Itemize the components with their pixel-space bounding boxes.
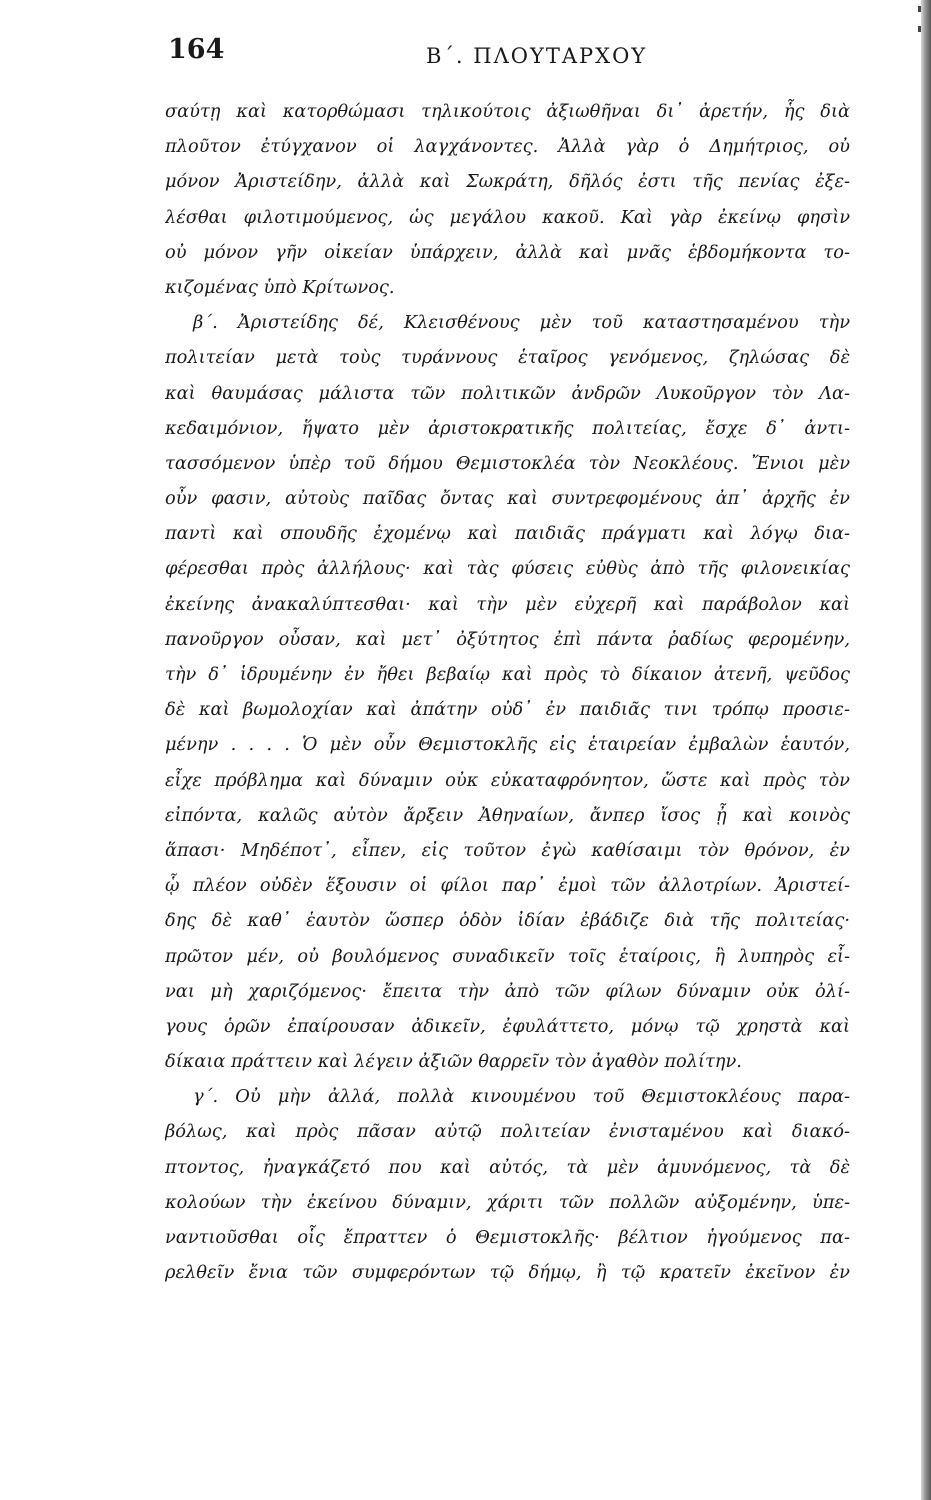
page-number: 164	[168, 34, 225, 65]
text-line: τασσόμενον ὑπὲρ τοῦ δήμου Θεμιστοκλέα τὸν Νεοκλέους. Ἔνιοι μὲν	[165, 452, 850, 474]
text-line: ναι μὴ χαριζόμενος· ἔπειτα τὴν ἀπὸ τῶν φίλων δύναμιν οὐκ ὀλί-	[165, 980, 850, 1002]
text-line: δης δὲ καθ᾽ ἑαυτὸν ὥσπερ ὁδὸν ἰδίαν ἐβάδιζε διὰ τῆς πολιτείας·	[165, 910, 850, 932]
text-line: πανοῦργον οὖσαν, καὶ μετ᾽ ὀξύτητος ἐπὶ πάντα ῥαδίως φερομένην,	[165, 628, 850, 650]
text-line: λέσθαι φιλοτιμούμενος, ὡς μεγάλου κακοῦ. Καὶ γὰρ ἐκείνῳ φησὶν	[165, 206, 850, 228]
text-line: ᾧ πλέον οὐδὲν ἕξουσιν οἱ φίλοι παρ᾽ ἐμοὶ τῶν ἀλλοτρίων. Ἀριστεί-	[165, 875, 850, 897]
text-line: οὖν φασιν, αὐτοὺς παῖδας ὄντας καὶ συντρεφομένους ἀπ᾽ ἀρχῆς ἐν	[165, 488, 850, 510]
text-line: ἅπασι· Μηδέποτ᾽, εἶπεν, εἰς τοῦτον ἐγὼ καθίσαιμι τὸν θρόνον, ἐν	[165, 839, 850, 861]
text-line: δὲ καὶ βωμολοχίαν καὶ ἀπάτην οὐδ᾽ ἐν παιδιᾶς τινι τρόπῳ προσιε-	[165, 699, 850, 721]
text-line: μένην . . . . Ὁ μὲν οὖν Θεμιστοκλῆς εἰς ἑταιρείαν ἐμβαλὼν ἑαυτόν,	[165, 734, 850, 756]
text-line: βόλως, καὶ πρὸς πᾶσαν αὐτῷ πολιτείαν ἐνισταμένου καὶ διακό-	[165, 1121, 850, 1143]
text-line: ναντιοῦσθαι οἷς ἔπραττεν ὁ Θεμιστοκλῆς· βέλτιον ἡγούμενος πα-	[165, 1227, 850, 1248]
text-line: γ΄. Οὐ μὴν ἀλλά, πολλὰ κινουμένου τοῦ Θεμιστοκλέους παρα-	[193, 1086, 850, 1108]
text-line: κιζομένας ὑπὸ Κρίτωνος.	[165, 276, 395, 298]
page-header	[0, 30, 931, 80]
running-head: Β΄. ΠΛΟΥΤΑΡΧΟΥ	[426, 44, 648, 68]
text-line: μόνον Ἀριστείδην, ἀλλὰ καὶ Σωκράτη, δῆλός ἐστι τῆς πενίας ἐξε-	[165, 171, 850, 193]
text-line: πρῶτον μέν, οὐ βουλόμενος συναδικεῖν τοῖς ἑταίροις, ἢ λυπηρὸς εἶ-	[165, 945, 850, 967]
text-line: β΄. Ἀριστείδης δέ, Κλεισθένους μὲν τοῦ καταστησαμένου τὴν	[193, 312, 850, 334]
text-line: πτοντος, ἠναγκάζετό που καὶ αὐτός, τὰ μὲν ἀμυνόμενος, τὰ δὲ	[165, 1156, 850, 1178]
text-line: ρελθεῖν ἔνια τῶν συμφερόντων τῷ δήμῳ, ἢ τῷ κρατεῖν ἐκεῖνον ἐν	[165, 1262, 850, 1284]
text-line: καὶ θαυμάσας μάλιστα τῶν πολιτικῶν ἀνδρῶν Λυκοῦργον τὸν Λα-	[165, 382, 850, 404]
text-line: κολούων τὴν ἐκείνου δύναμιν, χάριτι τῶν πολλῶν αὐξομένην, ὑπε-	[165, 1191, 850, 1213]
text-line: δίκαια πράττειν καὶ λέγειν ἀξιῶν θαρρεῖν τὸν ἀγαθὸν πολίτην.	[165, 1051, 742, 1073]
text-line: πολιτείαν μετὰ τοὺς τυράννους ἑταῖρος γενόμενος, ζηλώσας δὲ	[165, 347, 850, 369]
text-line: εἰπόντα, καλῶς αὐτὸν ἄρξειν Ἀθηναίων, ἄνπερ ἴσος ᾖ καὶ κοινὸς	[165, 804, 850, 826]
text-line: κεδαιμόνιον, ἥψατο μὲν ἀριστοκρατικῆς πολιτείας, ἔσχε δ᾽ ἀντι-	[165, 417, 850, 439]
text-line: παντὶ καὶ σπουδῆς ἐχομένῳ καὶ παιδιᾶς πράγματι καὶ λόγῳ δια-	[165, 523, 850, 545]
text-line: πλοῦτον ἐτύγχανον οἱ λαγχάνοντες. Ἀλλὰ γὰρ ὁ Δημήτριος, οὐ	[165, 136, 850, 158]
text-line: εἶχε πρόβλημα καὶ δύναμιν οὐκ εὐκαταφρόνητον, ὥστε καὶ πρὸς τὸν	[165, 769, 850, 791]
page-edge-shadow	[921, 0, 931, 1500]
body-text	[165, 94, 850, 1290]
text-line: σαύτῃ καὶ κατορθώμασι τηλικούτοις ἀξιωθῆναι δι᾽ ἀρετήν, ἧς διὰ	[165, 101, 850, 122]
text-line: τὴν δ᾽ ἱδρυμένην ἐν ἤθει βεβαίῳ καὶ πρὸς τὸ δίκαιον ἀτενῆ, ψεῦδος	[165, 664, 850, 685]
page-edge-mark	[918, 6, 921, 12]
text-line: ἐκείνης ἀνακαλύπτεσθαι· καὶ τὴν μὲν εὐχερῆ καὶ παράβολον καὶ	[165, 593, 850, 615]
text-line: φέρεσθαι πρὸς ἀλλήλους· καὶ τὰς φύσεις εὐθὺς ἀπὸ τῆς φιλονεικίας	[165, 558, 850, 580]
text-line: γους ὁρῶν ἐπαίρουσαν ἀδικεῖν, ἐφυλάττετο, μόνῳ τῷ χρηστὰ καὶ	[165, 1015, 850, 1037]
text-line: οὐ μόνον γῆν οἰκείαν ὑπάρχειν, ἀλλὰ καὶ μνᾶς ἑβδομήκοντα το-	[165, 241, 850, 263]
